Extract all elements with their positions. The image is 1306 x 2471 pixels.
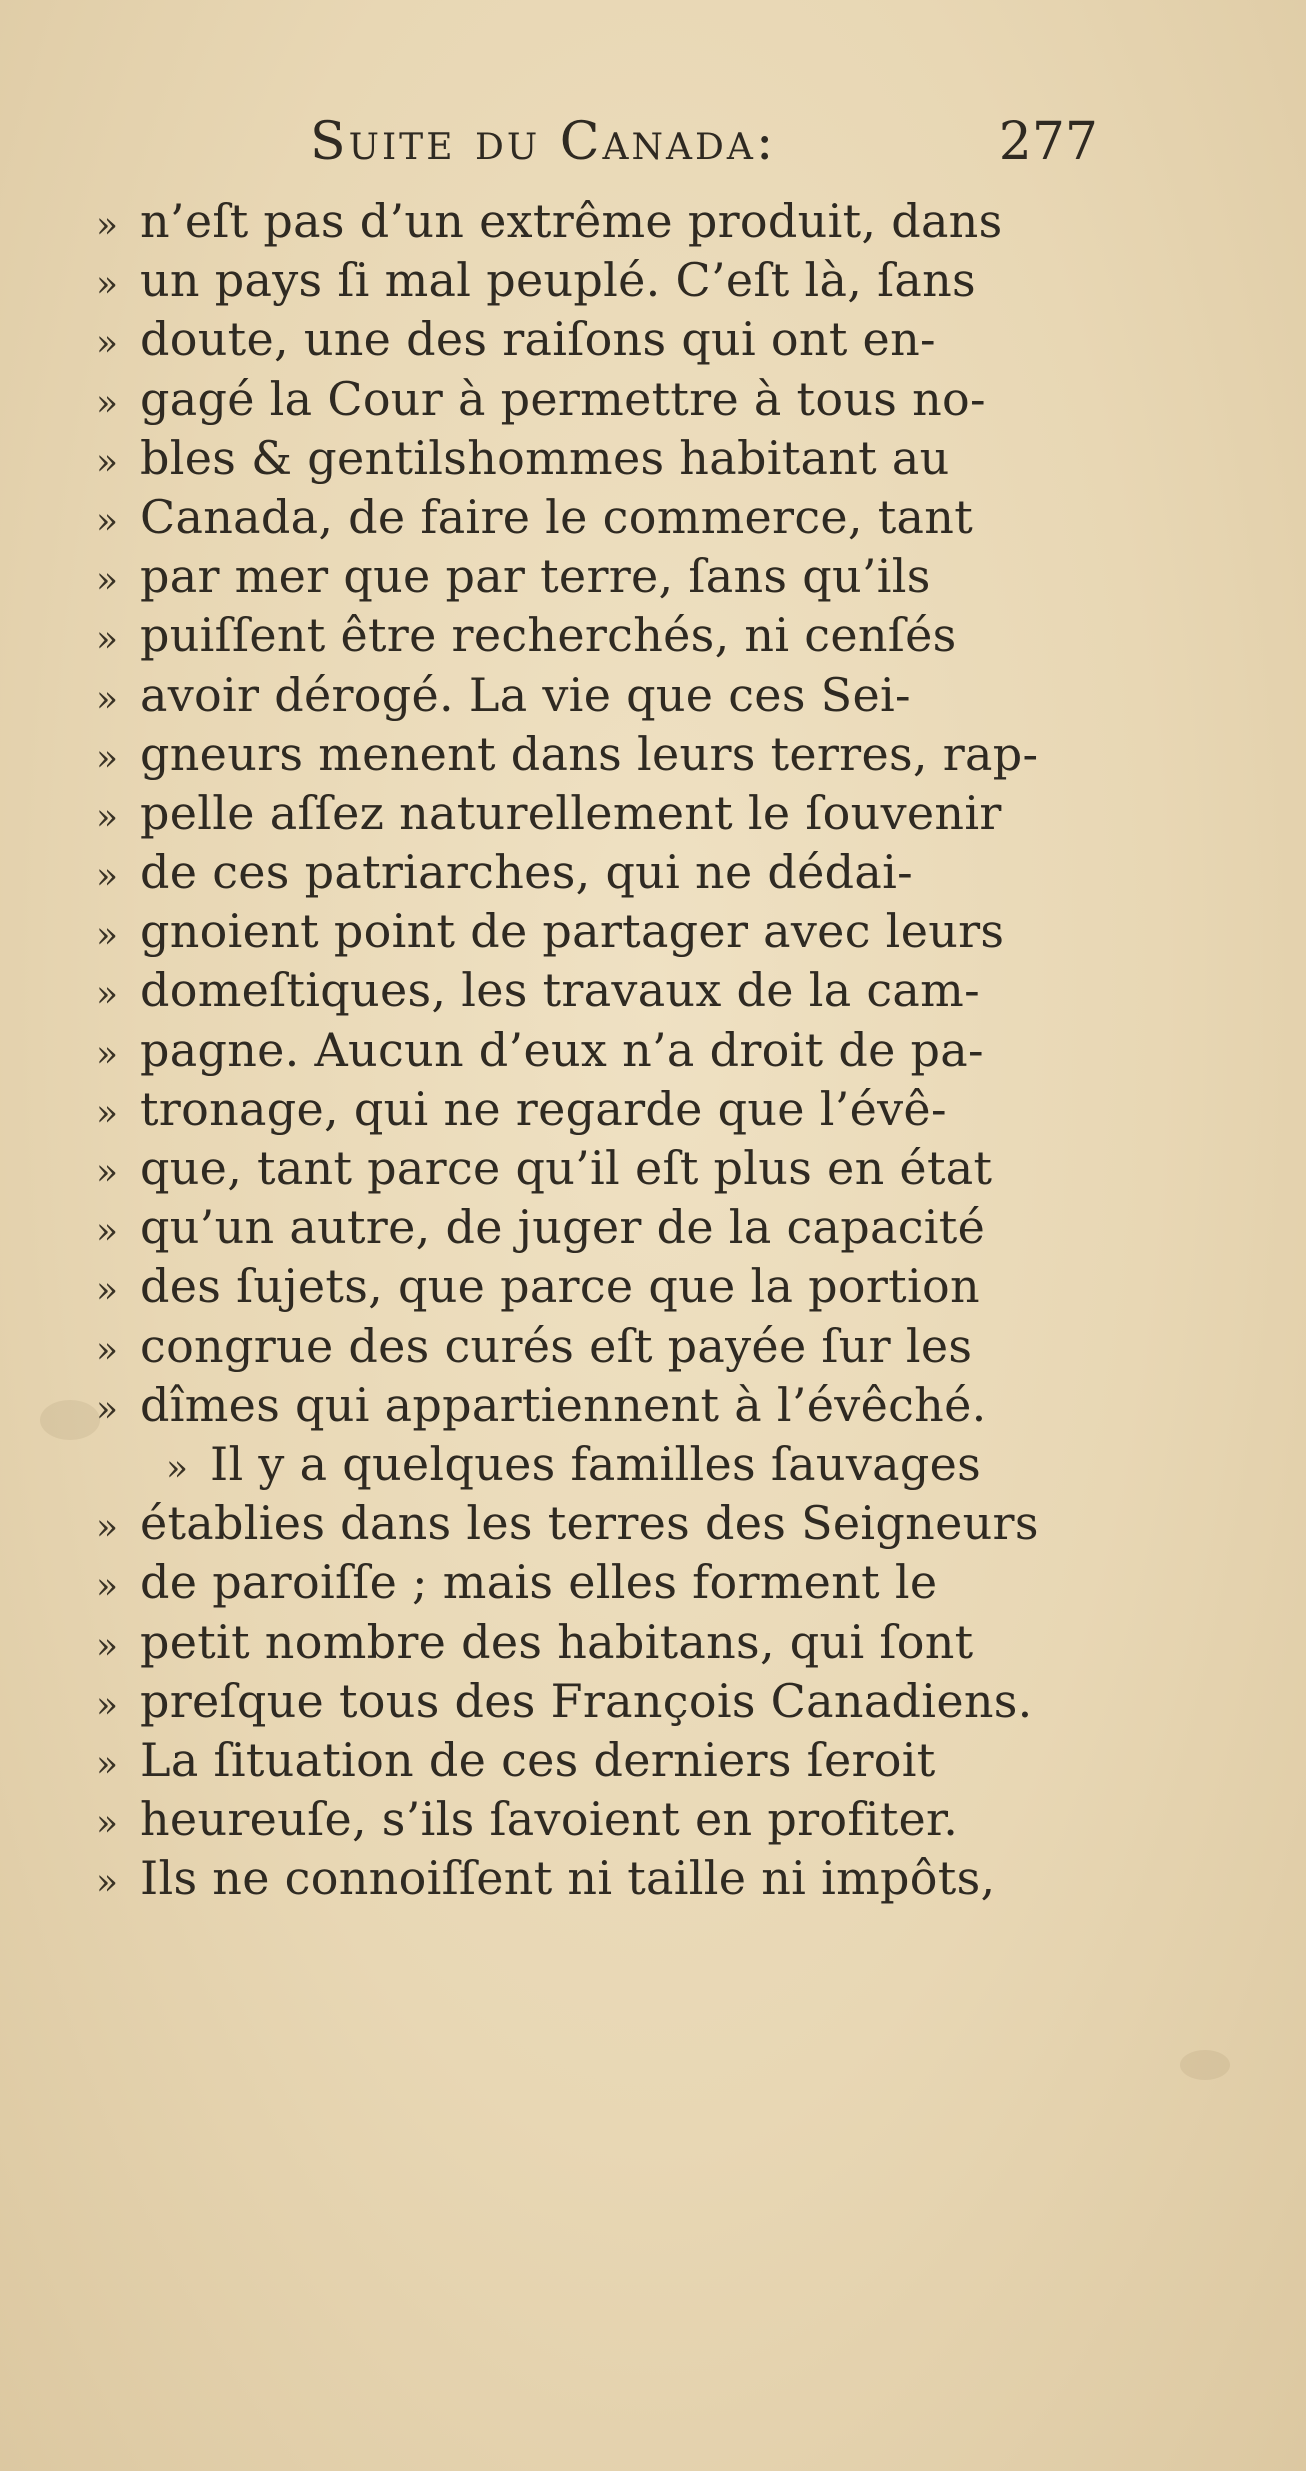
text-line (96, 488, 1126, 547)
text-line (96, 1257, 1126, 1316)
text-line (96, 1731, 1126, 1790)
line-text: puiſſent être recherchés, ni cenſés (140, 608, 957, 663)
text-line (96, 1317, 1126, 1376)
paper-stain (40, 1400, 100, 1440)
line-text: Canada, de faire le commerce, tant (140, 489, 973, 544)
quote-mark: » (96, 1388, 119, 1430)
text-line (96, 1080, 1126, 1139)
quote-mark: » (96, 1507, 119, 1549)
line-text: des ſujets, que parce que la portion (140, 1259, 980, 1314)
quote-mark: » (96, 1329, 119, 1371)
line-text: petit nombre des habitans, qui ſont (140, 1614, 974, 1669)
text-line (96, 666, 1126, 725)
line-text: heureuſe, s’ils ſavoient en profiter. (140, 1792, 959, 1847)
line-text: avoir dérogé. La vie que ces Sei- (140, 667, 911, 722)
line-text: gagé la Cour à permettre à tous no- (140, 371, 986, 426)
quote-mark: » (96, 382, 119, 424)
quote-mark: » (96, 1211, 119, 1253)
text-line (96, 192, 1126, 251)
quote-mark: » (96, 1270, 119, 1312)
line-text: de paroiſſe ; mais elles forment le (140, 1555, 938, 1610)
line-text: que, tant parce qu’il eſt plus en état (140, 1141, 993, 1195)
text-line (96, 547, 1126, 606)
quote-mark: » (96, 500, 119, 542)
quote-mark: » (96, 1743, 119, 1785)
text-line (96, 1553, 1126, 1612)
text-line (96, 1139, 1126, 1198)
text-line (96, 310, 1126, 369)
text-line (96, 1849, 1126, 1908)
line-text: qu’un autre, de juger de la capacité (140, 1200, 986, 1255)
quote-mark: » (96, 1803, 119, 1845)
quote-mark: » (96, 796, 119, 838)
page-header (310, 112, 1110, 192)
text-line (96, 1376, 1126, 1435)
line-text: tronage, qui ne regarde que l’évê- (140, 1081, 947, 1136)
line-text: La ſituation de ces derniers ſeroit (140, 1732, 936, 1787)
line-text: pelle aſſez naturellement le ſouvenir (140, 785, 1002, 840)
quote-mark: » (96, 560, 119, 602)
quote-mark: » (96, 1625, 119, 1667)
line-text: Il y a quelques familles ſauvages (210, 1436, 982, 1491)
quote-mark: » (96, 974, 119, 1016)
line-text: un pays ſi mal peuplé. C’eſt là, ſans (140, 253, 976, 308)
line-text: par mer que par terre, ſans qu’ils (140, 549, 931, 604)
quote-mark: » (96, 1092, 119, 1134)
quote-mark: » (96, 678, 119, 720)
line-text: doute, une des raiſons qui ont en- (140, 312, 936, 367)
line-text: congrue des curés eſt payée ſur les (140, 1318, 973, 1373)
text-line (96, 843, 1126, 902)
quote-mark: » (96, 915, 119, 957)
line-text: gneurs menent dans leurs terres, rap- (140, 726, 1039, 781)
paper-stain (1180, 2050, 1230, 2080)
line-text: Ils ne connoiſſent ni taille ni impôts, (140, 1851, 996, 1906)
quote-mark: » (96, 264, 119, 306)
text-line (96, 1672, 1126, 1731)
text-line (96, 606, 1126, 665)
text-line (96, 1494, 1126, 1553)
text-line (96, 784, 1126, 843)
quote-mark: » (96, 1862, 119, 1904)
quote-mark: » (96, 1684, 119, 1726)
quote-mark: » (96, 205, 119, 246)
line-text: domeſtiques, les travaux de la cam- (140, 963, 980, 1018)
text-line (96, 1198, 1126, 1257)
text-line (96, 251, 1126, 310)
quote-mark: » (96, 1566, 119, 1608)
running-title: Suite du Canada: (310, 112, 777, 172)
text-line (96, 1790, 1126, 1849)
line-text: établies dans les terres des Seigneurs (140, 1496, 1039, 1551)
line-text: n’eſt pas d’un extrême produit, dans (140, 194, 1003, 248)
line-text: dîmes qui appartiennent à l’évêché. (140, 1377, 987, 1432)
body-text (96, 192, 1126, 1908)
text-line (96, 1021, 1126, 1080)
line-text: bles & gentilshommes habitant au (140, 430, 950, 485)
text-line (96, 1613, 1126, 1672)
line-text: preſque tous des François Canadiens. (140, 1673, 1033, 1728)
quote-mark: » (96, 323, 119, 365)
text-line (96, 902, 1126, 961)
line-text: pagne. Aucun d’eux n’a droit de pa- (140, 1022, 984, 1077)
quote-mark: » (96, 737, 119, 779)
quote-mark: » (96, 619, 119, 661)
line-text: de ces patriarches, qui ne dédai- (140, 845, 914, 900)
quote-mark: » (96, 856, 119, 898)
text-line (96, 725, 1126, 784)
text-line (96, 429, 1126, 488)
line-text: gnoient point de partager avec leurs (140, 904, 1005, 959)
text-line (96, 370, 1126, 429)
page-number: 277 (998, 112, 1098, 172)
text-line (96, 1435, 1126, 1494)
quote-mark: » (96, 441, 119, 483)
quote-mark: » (96, 1033, 119, 1075)
text-line (96, 961, 1126, 1020)
quote-mark: » (96, 1152, 119, 1193)
quote-mark: » (166, 1447, 189, 1489)
